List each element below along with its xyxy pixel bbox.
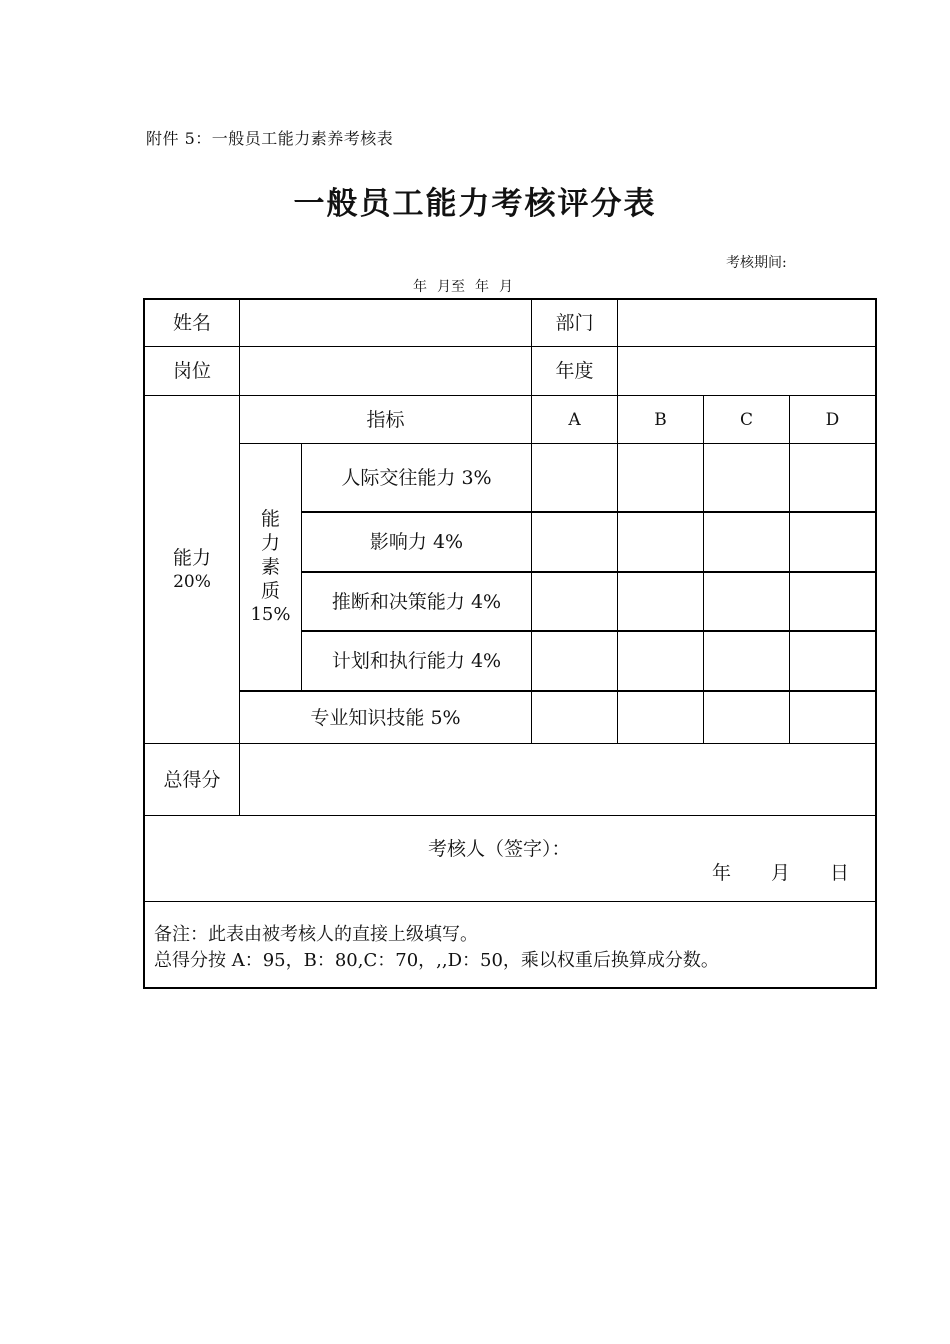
indicator-professional: 专业知识技能 5% xyxy=(310,706,461,729)
period-range xyxy=(413,276,513,296)
grade-b-header: B xyxy=(654,409,667,430)
quality-label xyxy=(240,444,301,690)
indicator-influence: 影响力 4% xyxy=(369,531,464,553)
indicator-decision: 推断和决策能力 4% xyxy=(331,590,502,613)
position-label: 岗位 xyxy=(172,360,211,382)
total-score-field[interactable] xyxy=(240,744,875,815)
ability-title: 能力 xyxy=(172,546,211,569)
ability-weight: 20% xyxy=(173,571,211,592)
name-field[interactable] xyxy=(240,300,531,346)
signer-label: 考核人（签字）： xyxy=(428,838,571,860)
quality-char: 质 xyxy=(260,580,280,602)
grade-d-header: D xyxy=(825,409,840,430)
indicator-header: 指标 xyxy=(366,408,405,431)
notes xyxy=(154,922,719,974)
grade-a-header: A xyxy=(568,409,581,430)
period-month-end: 月 xyxy=(499,279,513,295)
indicator-execution: 计划和执行能力 4% xyxy=(331,650,502,672)
note-line: 备注：此表由被考核人的直接上级填写。 xyxy=(154,924,478,945)
quality-char: 素 xyxy=(260,556,280,578)
score-cell[interactable] xyxy=(790,444,875,511)
score-cell[interactable] xyxy=(618,444,703,511)
period-label: 考核期间: xyxy=(726,255,787,271)
attachment-label: 附件 5：一般员工能力素养考核表 xyxy=(146,129,394,148)
period-year-end: 年 xyxy=(475,279,489,295)
dept-field[interactable] xyxy=(618,300,875,346)
quality-char: 力 xyxy=(260,532,280,554)
position-field[interactable] xyxy=(240,347,531,395)
period-year-start: 年 xyxy=(413,279,427,295)
period-month-start: 月至 xyxy=(437,279,465,295)
sign-year: 年 xyxy=(712,862,732,884)
grade-c-header: C xyxy=(739,409,753,430)
score-cell[interactable] xyxy=(704,444,789,511)
sign-date xyxy=(712,858,849,885)
total-score-label: 总得分 xyxy=(163,768,221,791)
ability-label xyxy=(145,396,239,743)
quality-char: 能 xyxy=(260,508,280,530)
quality-weight: 15% xyxy=(250,604,291,625)
year-label: 年度 xyxy=(555,360,594,382)
row-divider xyxy=(143,815,877,816)
sign-month: 月 xyxy=(771,862,791,884)
page-title: 一般员工能力考核评分表 xyxy=(293,186,657,222)
dept-label: 部门 xyxy=(555,312,594,334)
sign-day: 日 xyxy=(830,862,850,884)
score-cell[interactable] xyxy=(532,444,617,511)
name-label: 姓名 xyxy=(172,312,211,334)
year-field[interactable] xyxy=(618,347,875,395)
row-divider xyxy=(143,901,877,902)
indicator-interpersonal: 人际交往能力 3% xyxy=(341,466,492,489)
note-line: 总得分按 A：95，B：80,C：70，,,D：50，乘以权重后换算成分数。 xyxy=(154,950,719,971)
